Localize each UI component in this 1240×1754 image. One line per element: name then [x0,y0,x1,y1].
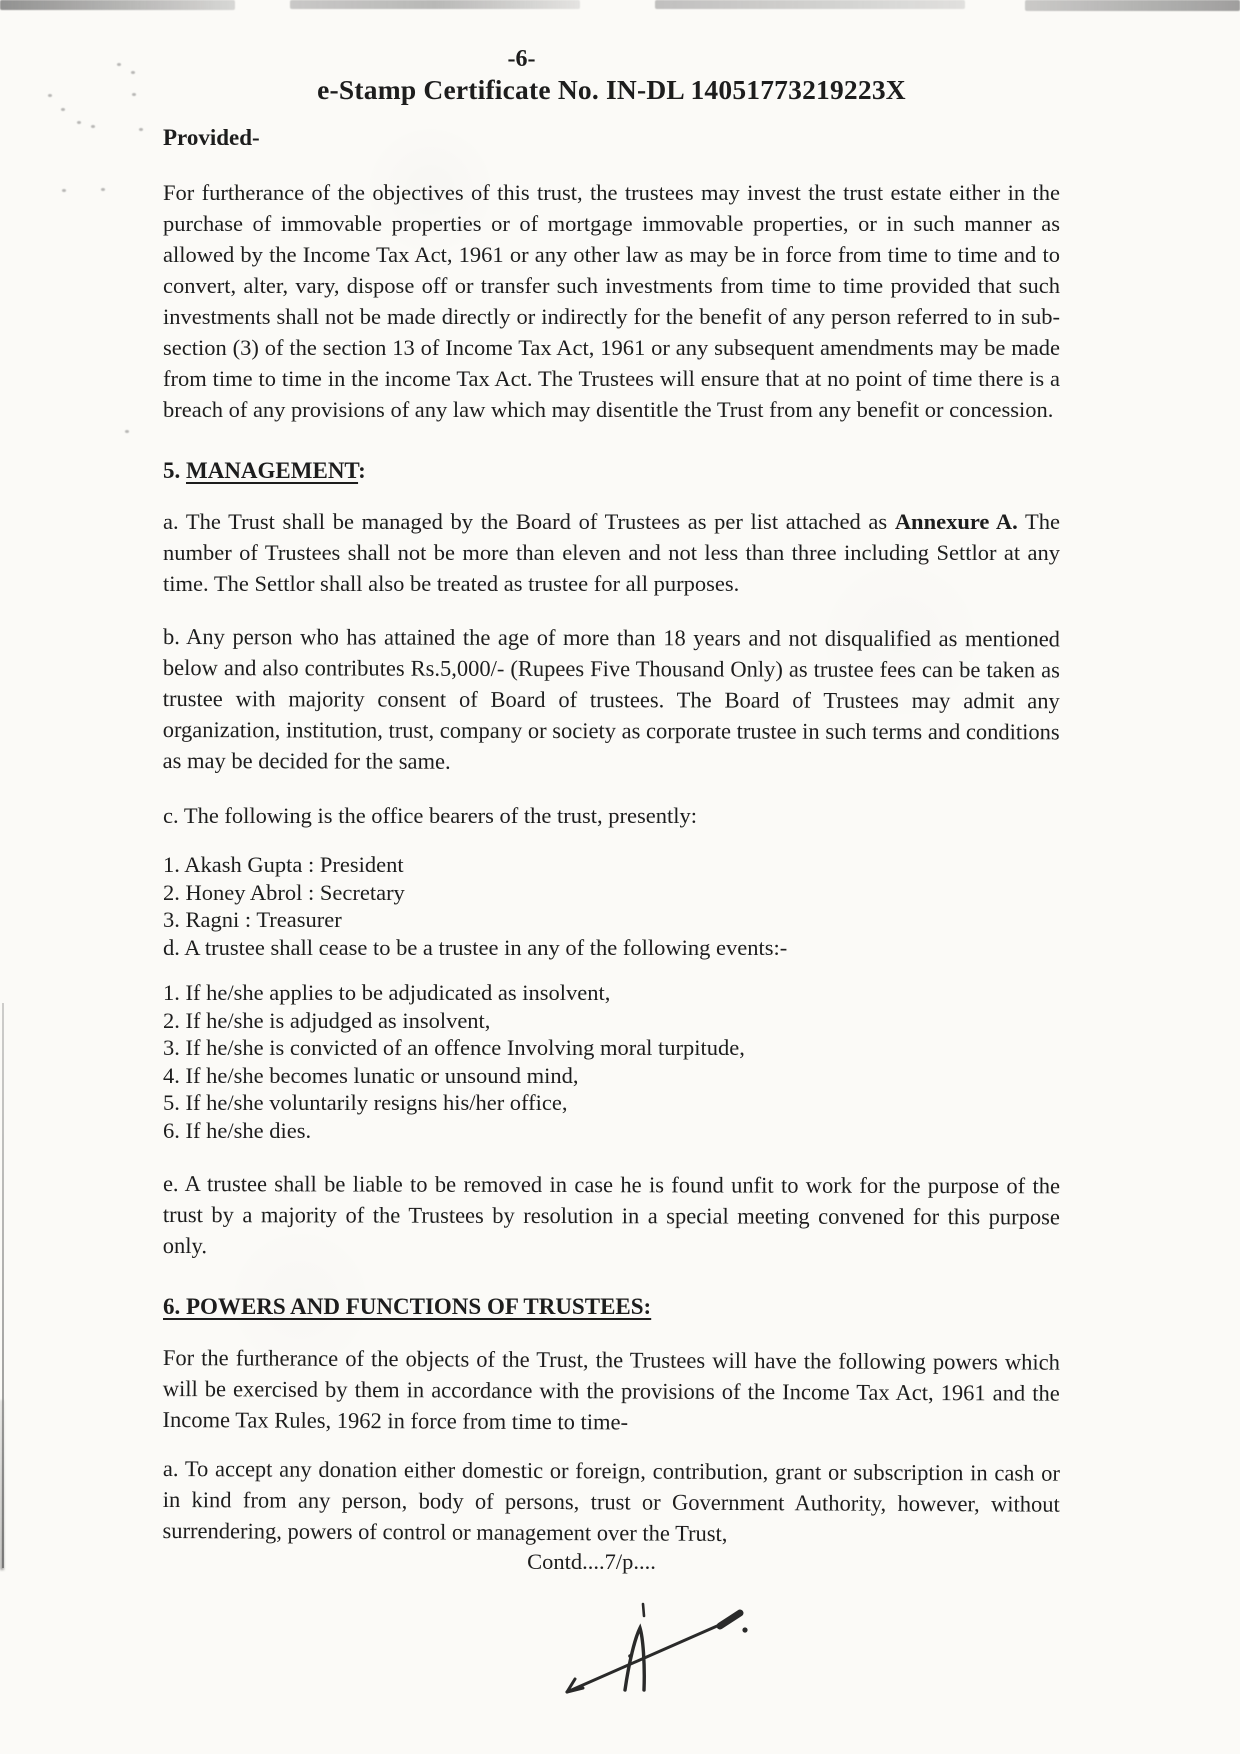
cease-event-item: 1. If he/she applies to be adjudicated as insolvent, [163,980,611,1005]
management-paragraph-e: e. A trustee shall be liable to be removed in case he is found unfit to work for the purpose of the trust by a majority of the Trustees by resolution in a special meeting convened for this purpose only. [162,1171,1060,1259]
scan-artifact-speck [62,189,66,192]
cease-event-item: 4. If he/she becomes lunatic or unsound mind, [163,1062,579,1088]
scan-artifact-speck [132,93,136,96]
office-bearer-item: 3. Ragni : Treasurer [163,907,342,932]
office-bearer-item: 1. Akash Gupta : President [163,852,404,877]
powers-paragraph-a: a. To accept any donation either domestic or foreign, contribution, grant or subscription in cash or in kind from any person, body of persons, trust or Government Authority, however, without surrendering, powers of control or management over the Trust, [162,1456,1060,1546]
management-paragraph-d: d. A trustee shall cease to be a trustee in any of the following events:- [163,934,788,960]
cease-events-list [163,979,1060,1144]
signature-mark [533,1590,768,1715]
management-paragraph-a [163,506,1060,599]
document-title: e-Stamp Certificate No. IN-DL 14051773219223X [317,74,906,105]
cease-event-item: 2. If he/she is adjudged as insolvent, [163,1007,491,1033]
scan-artifact-speck [61,108,65,111]
intro-paragraph: For furtherance of the objectives of this trust, the trustees may invest the trust estate either in the purchase of immovable properties or of mortgage immovable properties, or in such manner as allowed by the Income Tax Act, 1961 or any other law as may be in force from time to time and to convert, alter, vary, dispose off or transfer such investments from time to time provided that such investments shall not be made directly or indirectly for the benefit of any person referred to in sub-section (3) of the section 13 of Income Tax Act, 1961 or any subsequent amendments may be made from time to time in the income Tax Act. The Trustees will ensure that at no point of time there is a breach of any provisions of any law which may disentitle the Trust from any benefit or concession. [163,180,1060,422]
scan-artifact-left-line [0,1400,4,1570]
annexure-reference: Annexure A. [894,509,1018,534]
footer-contd: Contd....7/p.... [527,1549,656,1574]
paragraph-text: The number of Trustees shall not be more than eleven and not less than three including Settlor at any time. The Settlor shall also be treated as trustee for all purposes. [163,509,1060,596]
office-bearers-list [163,851,1060,961]
cease-event-item: 6. If he/she dies. [163,1117,312,1143]
page-number: -6- [507,46,536,72]
management-paragraph-b: b. Any person who has attained the age of more than 18 years and not disqualified as mentioned below and also contributes Rs.5,000/- (Rupees Five Thousand Only) as trustee fees can be taken as trustee with majority consent of Board of trustees. The Board of Trustees may admit any organization, institution, trust, company or society as corporate trustee in such terms and conditions as may be decided for the same. [162,624,1060,774]
section-title: MANAGEMENT [186,458,359,483]
scan-artifact-speck [91,125,95,128]
section-heading-powers [163,1291,1060,1322]
office-bearer-item: 2. Honey Abrol : Secretary [163,879,405,905]
cease-event-item: 5. If he/she voluntarily resigns his/her office, [163,1090,568,1115]
provided-label: Provided- [163,125,260,150]
management-paragraph-c: c. The following is the office bearers of the trust, presently: [163,803,698,828]
scan-artifact-speck [77,121,81,124]
cease-event-item: 3. If he/she is convicted of an offence Involving moral turpitude, [163,1035,745,1060]
paragraph-text: a. The Trust shall be managed by the Board of Trustees as per list attached as [163,509,895,534]
scan-artifact-speck [139,128,143,131]
document-content [163,0,1060,1577]
section-number: 5. [163,458,186,483]
section-title: 6. POWERS AND FUNCTIONS OF TRUSTEES: [163,1294,652,1319]
scan-artifact-speck [101,188,105,191]
section-heading-management [163,455,1060,486]
powers-intro-paragraph: For the furtherance of the objects of the Trust, the Trustees will have the following powers which will be exercised by them in accordance with the provisions of the Income Tax Act, 1961 and the Income Tax Rules, 1962 in force from time to time- [162,1345,1060,1435]
scan-artifact-speck [125,430,129,433]
scan-artifact-speck [48,94,52,97]
section-colon: : [358,458,366,483]
